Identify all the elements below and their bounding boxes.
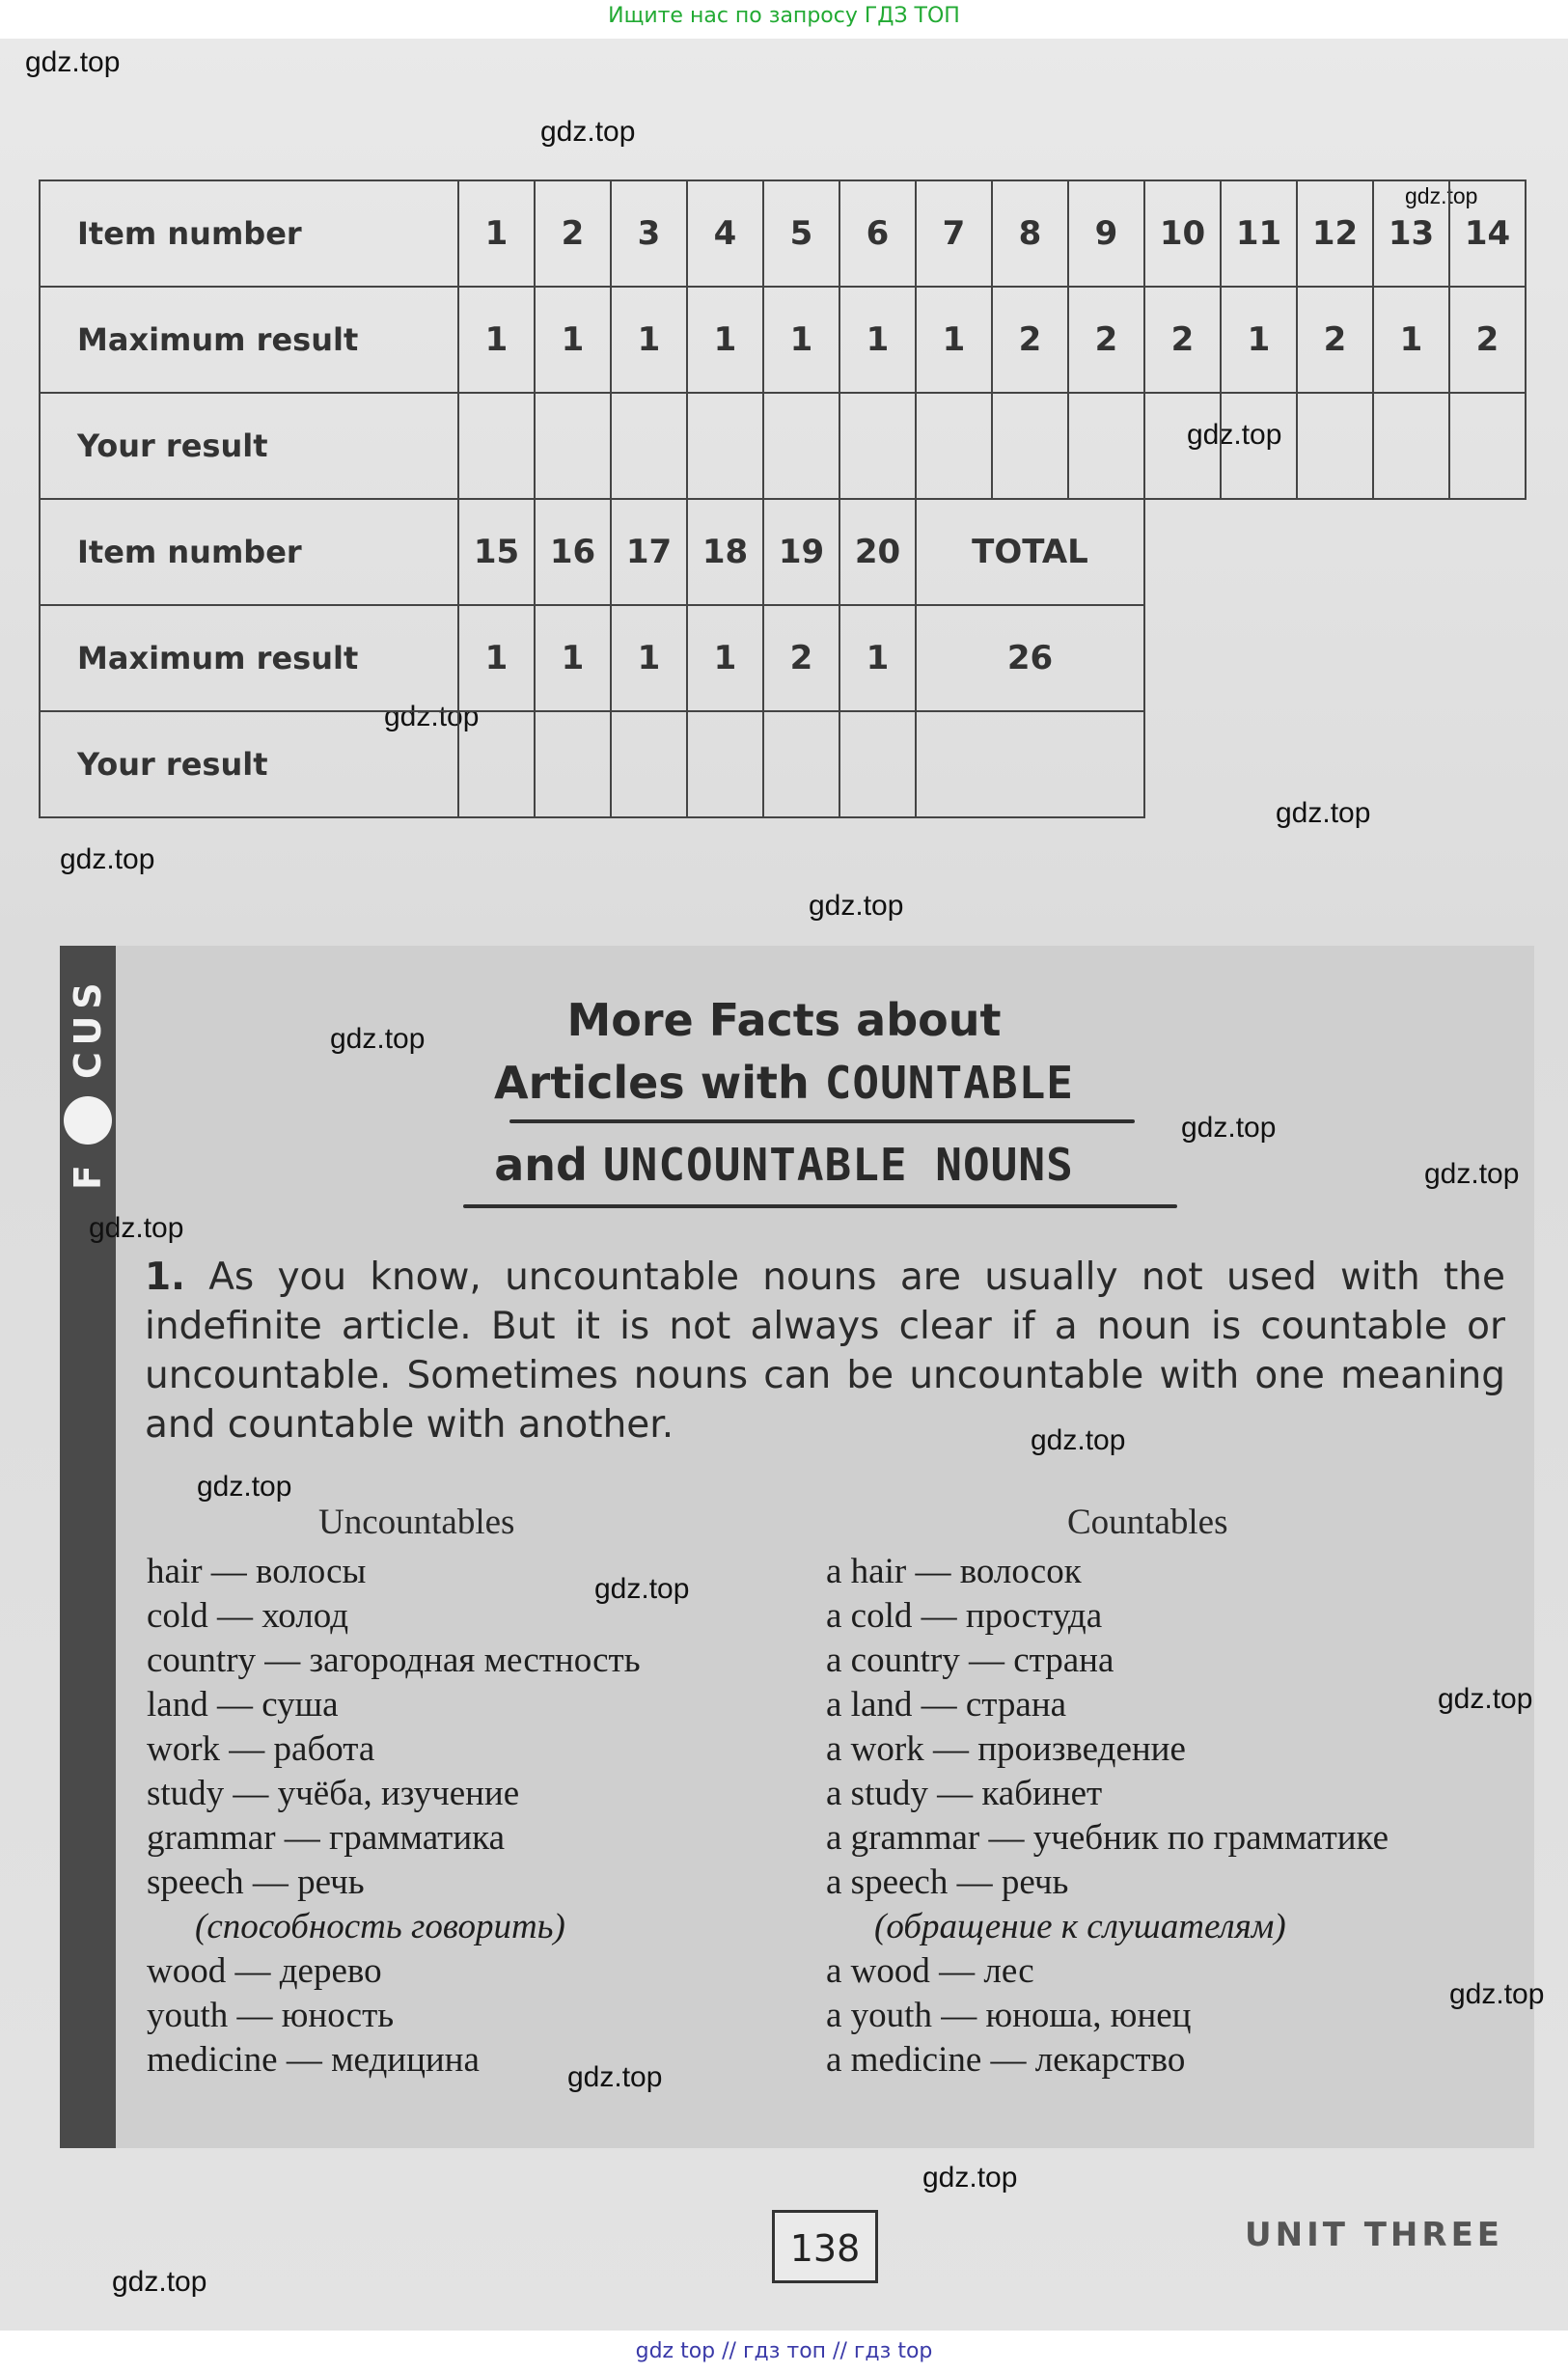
result-input-cell[interactable] [687, 393, 763, 499]
table-cell: 1 [1373, 287, 1449, 393]
list-note: (способность говорить) [195, 1907, 565, 1946]
result-input-cell[interactable] [1221, 393, 1297, 499]
table-cell: 2 [763, 605, 839, 711]
watermark: gdz.top [330, 1023, 426, 1055]
intro-paragraph [145, 1253, 1505, 1449]
result-input-cell[interactable] [687, 711, 763, 817]
result-input-cell[interactable] [839, 711, 916, 817]
row-label: Your result [40, 711, 458, 817]
row-label: Item number [40, 499, 458, 605]
result-input-cell[interactable] [611, 711, 687, 817]
unit-label: UNIT THREE [1245, 2216, 1504, 2254]
bottom-banner[interactable]: gdz top // гдз топ // гдз top [635, 2339, 933, 2363]
rule-text: As you know, uncountable nouns are usually not used with the indefinite article. But it is not always clear if a noun is countable or uncountable. Sometimes nouns can be uncountable with one meaning and countable with another. [145, 1255, 1505, 1447]
watermark: gdz.top [1276, 797, 1371, 829]
table-row-item-number [40, 180, 1526, 287]
list-item: a grammar — учебник по грамматике [826, 1818, 1389, 1858]
focus-letter: U [67, 1015, 109, 1046]
watermark: gdz.top [540, 116, 636, 148]
row-label: Maximum result [40, 605, 458, 711]
result-input-cell[interactable] [611, 393, 687, 499]
table-cell: 10 [1144, 180, 1221, 287]
list-note: (обращение к слушателям) [874, 1907, 1286, 1946]
list-item: a country — страна [826, 1641, 1114, 1680]
table-cell: 9 [1068, 180, 1144, 287]
list-item: a medicine — лекарство [826, 2040, 1186, 2080]
table-cell: 7 [916, 180, 992, 287]
page-number: 138 [772, 2210, 878, 2283]
table-cell: 2 [1068, 287, 1144, 393]
result-input-cell[interactable] [763, 393, 839, 499]
list-item: wood — дерево [147, 1951, 382, 1991]
focus-letter: S [67, 982, 109, 1009]
list-item: youth — юность [147, 1996, 395, 2035]
uncountables-heading: Uncountables [318, 1503, 515, 1542]
table-cell: 1 [535, 287, 611, 393]
table-cell: 1 [1221, 287, 1297, 393]
table-cell: 1 [611, 605, 687, 711]
result-input-cell[interactable] [763, 711, 839, 817]
result-input-cell[interactable] [1373, 393, 1449, 499]
row-label: Maximum result [40, 287, 458, 393]
list-item: speech — речь [147, 1863, 365, 1902]
list-item: a study — кабинет [826, 1774, 1103, 1813]
list-item: land — суша [147, 1685, 339, 1725]
table-cell: 13 [1373, 180, 1449, 287]
table-cell: 1 [763, 287, 839, 393]
table-cell: 14 [1449, 180, 1526, 287]
table-cell: 12 [1297, 180, 1373, 287]
table-cell: 16 [535, 499, 611, 605]
list-item: medicine — медицина [147, 2040, 480, 2080]
table-cell: 17 [611, 499, 687, 605]
table-cell: 3 [611, 180, 687, 287]
rule-number: 1. [145, 1255, 185, 1299]
section-title-line1: More Facts about [566, 994, 1002, 1046]
table-cell: 1 [458, 180, 535, 287]
result-input-cell[interactable] [458, 711, 535, 817]
title-handwritten-word: UNCOUNTABLE NOUNS [602, 1139, 1074, 1191]
table-cell: 1 [458, 287, 535, 393]
result-input-cell[interactable] [458, 393, 535, 499]
table-cell: 2 [992, 287, 1068, 393]
list-item: a youth — юноша, юнец [826, 1996, 1192, 2035]
watermark: gdz.top [112, 2266, 207, 2298]
list-item: a work — произведение [826, 1729, 1186, 1769]
uncountables-list [147, 1550, 641, 2083]
top-banner[interactable]: Ищите нас по запросу ГДЗ ТОП [608, 4, 960, 28]
watermark: gdz.top [60, 843, 155, 875]
list-item: a hair — волосок [826, 1552, 1082, 1591]
result-input-cell[interactable] [916, 393, 992, 499]
watermark: gdz.top [1424, 1158, 1520, 1190]
result-input-cell[interactable] [1144, 393, 1221, 499]
section-title-line3 [0, 1139, 1568, 1191]
watermark: gdz.top [197, 1471, 292, 1503]
table-row-your-result [40, 393, 1526, 499]
title-underline [463, 1204, 1177, 1208]
list-item: study — учёба, изучение [147, 1774, 520, 1813]
watermark: gdz.top [1031, 1424, 1126, 1456]
total-value: 26 [916, 605, 1144, 711]
watermark: gdz.top [567, 2061, 663, 2093]
table-cell: 1 [839, 605, 916, 711]
watermark: gdz.top [1187, 419, 1282, 451]
list-item: work — работа [147, 1729, 375, 1769]
title-underline [509, 1119, 1135, 1123]
focus-letter: C [67, 1052, 109, 1079]
table-cell: 5 [763, 180, 839, 287]
result-input-cell[interactable] [1068, 393, 1144, 499]
list-item: grammar — грамматика [147, 1818, 505, 1858]
watermark: gdz.top [89, 1212, 184, 1244]
result-input-cell[interactable] [1297, 393, 1373, 499]
table-cell: 1 [687, 605, 763, 711]
result-input-cell[interactable] [992, 393, 1068, 499]
table-cell: 2 [535, 180, 611, 287]
watermark: gdz.top [1405, 183, 1478, 208]
countables-list [826, 1550, 1389, 2083]
table-cell: 1 [458, 605, 535, 711]
table-cell: 18 [687, 499, 763, 605]
watermark: gdz.top [922, 2162, 1018, 2194]
result-input-cell[interactable] [1449, 393, 1526, 499]
watermark: gdz.top [1181, 1112, 1277, 1144]
table-cell: 8 [992, 180, 1068, 287]
list-item: a land — страна [826, 1685, 1067, 1725]
watermark: gdz.top [594, 1573, 690, 1605]
result-input-cell[interactable] [535, 393, 611, 499]
table-cell: 11 [1221, 180, 1297, 287]
table-cell: 19 [763, 499, 839, 605]
table-cell: 6 [839, 180, 916, 287]
countables-heading: Countables [1067, 1503, 1228, 1542]
table-cell: 1 [916, 287, 992, 393]
list-item: cold — холод [147, 1596, 349, 1636]
watermark: gdz.top [25, 46, 121, 78]
result-input-cell[interactable] [839, 393, 916, 499]
table-cell: 15 [458, 499, 535, 605]
section-title-line2 [0, 1057, 1568, 1109]
table-row-maximum-result [40, 287, 1526, 393]
list-item: a wood — лес [826, 1951, 1034, 1991]
title-text: Articles with [494, 1057, 825, 1109]
table-cell: 1 [611, 287, 687, 393]
table-cell: 1 [839, 287, 916, 393]
table-cell: 2 [1297, 287, 1373, 393]
table-cell: 2 [1144, 287, 1221, 393]
table-cell: 1 [687, 287, 763, 393]
score-table [39, 179, 1527, 818]
row-label: Your result [40, 393, 458, 499]
table-row-maximum-result-2 [40, 605, 1526, 711]
table-row-item-number-2 [40, 499, 1526, 605]
table-cell: 20 [839, 499, 916, 605]
watermark: gdz.top [1438, 1683, 1533, 1715]
title-handwritten-word: COUNTABLE [824, 1057, 1074, 1109]
title-text: and [494, 1139, 603, 1191]
result-input-cell[interactable] [535, 711, 611, 817]
table-cell: 2 [1449, 287, 1526, 393]
total-label: TOTAL [916, 499, 1144, 605]
watermark: gdz.top [809, 890, 904, 922]
watermark: gdz.top [1449, 1978, 1545, 2010]
row-label: Item number [40, 180, 458, 287]
table-cell: 4 [687, 180, 763, 287]
focus-letter: F [67, 1165, 109, 1190]
total-input-cell[interactable] [916, 711, 1144, 817]
table-row-your-result-2 [40, 711, 1526, 817]
table-cell: 1 [535, 605, 611, 711]
list-item: country — загородная местность [147, 1641, 641, 1680]
watermark: gdz.top [384, 701, 480, 732]
list-item: hair — волосы [147, 1552, 367, 1591]
list-item: a speech — речь [826, 1863, 1069, 1902]
list-item: a cold — простуда [826, 1596, 1103, 1636]
